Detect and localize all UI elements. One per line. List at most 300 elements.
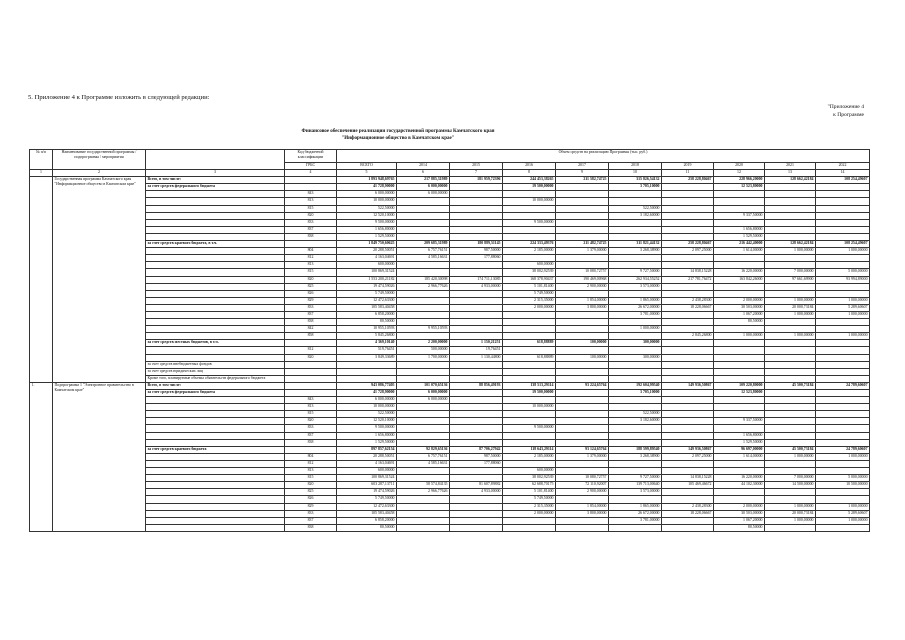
amount-cell: 16 220,00000 [714, 269, 765, 276]
amount-cell: 3 781,00000 [609, 517, 662, 524]
amount-cell: 10 000,00000 [337, 198, 397, 205]
amount-cell: 12 523,80000 [714, 184, 765, 191]
funding-source [146, 276, 285, 283]
subprogram-row [30, 411, 870, 418]
amount-cell [450, 524, 503, 531]
funding-source: за счет средств краевого бюджета [146, 446, 285, 453]
amount-cell [765, 319, 816, 326]
funding-source [146, 439, 285, 446]
amount-cell [765, 368, 816, 375]
subprogram-name: Подпрограмма 1 "Электронное правительство в Камчатском крае" [53, 382, 146, 531]
grbs-code [285, 382, 337, 389]
amount-cell [450, 432, 503, 439]
amount-cell [556, 432, 609, 439]
amount-cell [662, 418, 714, 425]
program-row [30, 297, 870, 304]
funding-source [146, 297, 285, 304]
amount-cell [816, 375, 870, 382]
amount-cell [662, 368, 714, 375]
amount-cell: 9 500,00000 [337, 425, 397, 432]
amount-cell [397, 496, 450, 503]
funding-source: за счет средств федерального бюджета [146, 390, 285, 397]
amount-cell: 1 130,44800 [450, 354, 503, 361]
amount-cell: 1 000,00000 [765, 333, 816, 340]
amount-cell: 4 585,16631 [397, 255, 450, 262]
amount-cell [450, 233, 503, 240]
amount-cell: 10 000,00000 [337, 404, 397, 411]
header-name: Наименование государственной программы / подпрограммы / мероприятия [53, 150, 146, 170]
subprogram-row [30, 382, 870, 389]
funding-source [146, 333, 285, 340]
amount-cell [816, 390, 870, 397]
amount-cell: 211 482,74725 [556, 241, 609, 248]
amount-cell: 105 469,46672 [662, 482, 714, 489]
program-row [30, 248, 870, 255]
amount-cell: 97 661,69900 [765, 276, 816, 283]
amount-cell [503, 212, 556, 219]
amount-cell: 149 936,50867 [662, 446, 714, 453]
grbs-code: 826 [285, 290, 337, 297]
subprogram-row [30, 453, 870, 460]
header-index-cell: 1 [30, 170, 53, 177]
amount-cell [765, 468, 816, 475]
amount-cell: 93 224,65764 [556, 382, 609, 389]
amount-cell [450, 205, 503, 212]
grbs-code [285, 446, 337, 453]
grbs-code [285, 390, 337, 397]
amount-cell [503, 233, 556, 240]
amount-cell [662, 517, 714, 524]
amount-cell: 311 821,44132 [609, 241, 662, 248]
amount-cell [397, 503, 450, 510]
amount-cell: 5 101,81400 [503, 283, 556, 290]
header-col-2016: 2016 [503, 163, 556, 170]
amount-cell [662, 340, 714, 347]
amount-cell [765, 184, 816, 191]
amount-cell: 209 685,31989 [397, 241, 450, 248]
amount-cell: 100 869,31524 [337, 475, 397, 482]
amount-cell [765, 226, 816, 233]
grbs-code: 820 [285, 418, 337, 425]
amount-cell [450, 219, 503, 226]
amount-cell: 44 102,30000 [714, 482, 765, 489]
amount-cell [556, 517, 609, 524]
funding-source [146, 510, 285, 517]
amount-cell [609, 191, 662, 198]
header-index-cell: 14 [816, 170, 870, 177]
amount-cell: 20 288,50051 [337, 453, 397, 460]
amount-cell [397, 226, 450, 233]
amount-cell: 5 101,81400 [503, 489, 556, 496]
amount-cell [450, 468, 503, 475]
grbs-code: 833 [285, 510, 337, 517]
amount-cell: 3 268,38900 [609, 453, 662, 460]
amount-cell: 10 000,00000 [503, 198, 556, 205]
funding-source [146, 453, 285, 460]
funding-source: за счет средств местных бюджетов, в т.ч. [146, 340, 285, 347]
amount-cell [662, 205, 714, 212]
amount-cell [450, 503, 503, 510]
amount-cell [765, 191, 816, 198]
program-row [30, 311, 870, 318]
amount-cell [450, 510, 503, 517]
funding-source [146, 212, 285, 219]
amount-cell: 5 289,60607 [816, 510, 870, 517]
amount-cell: 26 672,00000 [609, 304, 662, 311]
amount-cell [397, 411, 450, 418]
grbs-code [285, 368, 337, 375]
amount-cell: 30 503,00000 [714, 510, 765, 517]
program-row [30, 198, 870, 205]
amount-cell [609, 404, 662, 411]
amount-cell: 1 700,00000 [397, 354, 450, 361]
amount-cell [609, 361, 662, 368]
amount-cell [765, 439, 816, 446]
intro-text: 5. Приложение 4 к Программе изложить в следующей редакции: [28, 94, 210, 101]
amount-cell: 2 000,00000 [714, 297, 765, 304]
grbs-code: 813 [285, 198, 337, 205]
amount-cell [556, 219, 609, 226]
amount-cell: 80,50000 [714, 319, 765, 326]
amount-cell [609, 468, 662, 475]
funding-source [146, 482, 285, 489]
amount-cell [714, 361, 765, 368]
amount-cell [556, 496, 609, 503]
amount-cell [556, 439, 609, 446]
amount-cell [714, 290, 765, 297]
amount-cell [450, 390, 503, 397]
header-index-cell: 8 [503, 170, 556, 177]
header-index-cell: 11 [662, 170, 714, 177]
amount-cell [450, 326, 503, 333]
amount-cell [714, 368, 765, 375]
funding-source [146, 255, 285, 262]
amount-cell [397, 262, 450, 269]
amount-cell: 2 097,25000 [662, 453, 714, 460]
grbs-code: 833 [285, 304, 337, 311]
table-title-line-2: "Информационное общество в Камчатском крае" [341, 135, 455, 141]
amount-cell: 5 749,50000 [337, 496, 397, 503]
amount-cell: 2 438,28300 [662, 297, 714, 304]
grbs-code: 837 [285, 226, 337, 233]
subprogram-row [30, 496, 870, 503]
amount-cell: 3 573,00000 [609, 489, 662, 496]
funding-source [146, 219, 285, 226]
header-row-main [30, 150, 870, 163]
subprogram-row [30, 475, 870, 482]
subprogram-row [30, 468, 870, 475]
amount-cell: 519,76451 [337, 347, 397, 354]
amount-cell: 6 757,76151 [397, 453, 450, 460]
amount-cell: 1 379,00000 [556, 453, 609, 460]
amount-cell [662, 397, 714, 404]
amount-cell: 603 287,13711 [337, 482, 397, 489]
grbs-code [285, 241, 337, 248]
amount-cell [450, 212, 503, 219]
amount-cell: 1 000,00000 [816, 297, 870, 304]
subprogram-row [30, 524, 870, 531]
amount-cell [397, 439, 450, 446]
amount-cell: 1 854,00000 [556, 297, 609, 304]
amount-cell: 1 000,00000 [816, 311, 870, 318]
amount-cell [609, 496, 662, 503]
amount-cell: 12 520,10000 [337, 212, 397, 219]
amount-cell: 9 727,50000 [609, 269, 662, 276]
amount-cell [662, 184, 714, 191]
program-row [30, 255, 870, 262]
amount-cell: 4 933,00000 [450, 489, 503, 496]
amount-cell [503, 191, 556, 198]
amount-cell [450, 411, 503, 418]
amount-cell [556, 319, 609, 326]
amount-cell [503, 361, 556, 368]
amount-cell: 244 453,38265 [503, 177, 556, 184]
amount-cell: 20 000,73184 [765, 510, 816, 517]
amount-cell [556, 333, 609, 340]
amount-cell: 1 614,00000 [714, 453, 765, 460]
amount-cell [765, 212, 816, 219]
amount-cell: 9 500,00000 [503, 219, 556, 226]
funding-source [146, 347, 285, 354]
funding-source [146, 354, 285, 361]
amount-cell [662, 411, 714, 418]
amount-cell [450, 475, 503, 482]
amount-cell [765, 198, 816, 205]
subprogram-row [30, 397, 870, 404]
amount-cell: 38 002,92539 [503, 475, 556, 482]
program-row [30, 354, 870, 361]
header-index-cell: 4 [285, 170, 337, 177]
amount-cell [662, 226, 714, 233]
amount-cell [450, 269, 503, 276]
funding-source [146, 432, 285, 439]
amount-cell: 1 000,00000 [816, 517, 870, 524]
amount-cell [816, 468, 870, 475]
amount-cell: 9 337,50000 [714, 418, 765, 425]
amount-cell: 185 420,30098 [397, 276, 450, 283]
amount-cell: 109 220,80000 [714, 382, 765, 389]
amount-cell: 3 182,60000 [609, 418, 662, 425]
funding-source: за счет средств внебюджетных фондов [146, 361, 285, 368]
amount-cell: 522,50000 [337, 411, 397, 418]
amount-cell [662, 432, 714, 439]
amount-cell [556, 290, 609, 297]
amount-cell [397, 219, 450, 226]
amount-cell [714, 468, 765, 475]
amount-cell [714, 460, 765, 467]
amount-cell [765, 354, 816, 361]
amount-cell: 600,00000 [337, 262, 397, 269]
amount-cell [397, 361, 450, 368]
funding-source [146, 404, 285, 411]
amount-cell: 2 966,77626 [397, 489, 450, 496]
amount-cell [609, 198, 662, 205]
amount-cell: 12 472,63300 [337, 297, 397, 304]
amount-cell [503, 333, 556, 340]
amount-cell: 228 966,20000 [714, 177, 765, 184]
amount-cell [714, 489, 765, 496]
funding-source [146, 283, 285, 290]
grbs-code: 812 [285, 460, 337, 467]
amount-cell: 2 097,25000 [662, 248, 714, 255]
amount-cell [765, 460, 816, 467]
amount-cell: 1 529,50000 [337, 439, 397, 446]
amount-cell [662, 212, 714, 219]
amount-cell [662, 219, 714, 226]
amount-cell: 2 315,35000 [503, 297, 556, 304]
amount-cell: 6 000,00000 [337, 397, 397, 404]
amount-cell: 5 289,60607 [816, 304, 870, 311]
header-index-cell: 5 [337, 170, 397, 177]
amount-cell [714, 347, 765, 354]
amount-cell [450, 290, 503, 297]
amount-cell [765, 411, 816, 418]
amount-cell: 105 583,40458 [337, 304, 397, 311]
amount-cell: 80,50000 [714, 524, 765, 531]
amount-cell [816, 226, 870, 233]
amount-cell [450, 319, 503, 326]
amount-cell [816, 496, 870, 503]
grbs-code: 825 [285, 489, 337, 496]
amount-cell: 1 893 948,69765 [337, 177, 397, 184]
amount-cell [662, 489, 714, 496]
header-col-2017: 2017 [556, 163, 609, 170]
amount-cell [450, 517, 503, 524]
grbs-code: 815 [285, 475, 337, 482]
funding-source [146, 304, 285, 311]
amount-cell [450, 397, 503, 404]
grbs-code: 804 [285, 248, 337, 255]
header-index-cell: 7 [450, 170, 503, 177]
amount-cell [609, 524, 662, 531]
funding-source [146, 517, 285, 524]
grbs-code [285, 340, 337, 347]
amount-cell: 80,50000 [337, 319, 397, 326]
amount-cell: 18 228,06667 [662, 304, 714, 311]
funding-source [146, 475, 285, 482]
amount-cell: 181 959,72396 [450, 177, 503, 184]
amount-cell: 1 067,20000 [714, 517, 765, 524]
amount-cell: 1 656,80000 [714, 432, 765, 439]
amount-cell: 108 254,49607 [816, 177, 870, 184]
amount-cell [397, 510, 450, 517]
header-col-total: ВСЕГО [337, 163, 397, 170]
subprogram-row [30, 432, 870, 439]
program-row [30, 269, 870, 276]
amount-cell [714, 219, 765, 226]
amount-cell [816, 439, 870, 446]
subprogram-row [30, 460, 870, 467]
amount-cell: 1 000,00000 [765, 453, 816, 460]
amount-cell: 5 749,50000 [503, 290, 556, 297]
amount-cell: 897 857,62154 [337, 446, 397, 453]
amount-cell: 3 268,38900 [609, 248, 662, 255]
amount-cell [609, 368, 662, 375]
program-row [30, 347, 870, 354]
amount-cell [765, 496, 816, 503]
amount-cell [714, 496, 765, 503]
amount-cell: 6 000,00000 [337, 191, 397, 198]
amount-cell [714, 262, 765, 269]
amount-cell: 1 000,00000 [765, 248, 816, 255]
amount-cell: 100,00000 [556, 340, 609, 347]
grbs-code: 812 [285, 255, 337, 262]
subprogram-number: 1. [30, 382, 53, 531]
amount-cell: 2 000,00000 [503, 304, 556, 311]
grbs-code: 838 [285, 319, 337, 326]
amount-cell: 943 086,77405 [337, 382, 397, 389]
amount-cell [450, 368, 503, 375]
grbs-code: 838 [285, 233, 337, 240]
amount-cell [556, 460, 609, 467]
amount-cell [765, 205, 816, 212]
amount-cell [765, 425, 816, 432]
program-row [30, 219, 870, 226]
amount-cell [397, 468, 450, 475]
grbs-code: 825 [285, 283, 337, 290]
funding-source: Всего, в том числе: [146, 382, 285, 389]
header-num: № п/п [30, 150, 53, 170]
amount-cell [765, 255, 816, 262]
funding-source [146, 311, 285, 318]
amount-cell [816, 184, 870, 191]
amount-cell: 300,00000 [609, 354, 662, 361]
header-col-2018: 2018 [609, 163, 662, 170]
amount-cell: 4 933,00000 [450, 283, 503, 290]
amount-cell: 180 889,51145 [450, 241, 503, 248]
amount-cell [397, 319, 450, 326]
amount-cell: 9 727,50000 [609, 475, 662, 482]
amount-cell [765, 290, 816, 297]
amount-cell [450, 226, 503, 233]
subprogram-row [30, 390, 870, 397]
amount-cell [556, 390, 609, 397]
amount-cell: 12 472,63300 [337, 503, 397, 510]
grbs-code: 837 [285, 432, 337, 439]
program-row [30, 283, 870, 290]
amount-cell: 188 599,89540 [609, 446, 662, 453]
program-row [30, 212, 870, 219]
amount-cell [556, 404, 609, 411]
amount-cell: 1 000,00000 [816, 453, 870, 460]
amount-cell [714, 198, 765, 205]
amount-cell [765, 326, 816, 333]
amount-cell [765, 404, 816, 411]
grbs-code: 820 [285, 276, 337, 283]
amount-cell: 19 500,00000 [503, 390, 556, 397]
amount-cell [503, 311, 556, 318]
funding-source: Всего, в том числе: [146, 177, 285, 184]
grbs-code: 804 [285, 453, 337, 460]
amount-cell: 315 826,54132 [609, 177, 662, 184]
amount-cell [556, 262, 609, 269]
grbs-code: 813 [285, 468, 337, 475]
amount-cell [816, 524, 870, 531]
amount-cell: 1 379,00000 [556, 248, 609, 255]
grbs-code [285, 375, 337, 382]
funding-source [146, 233, 285, 240]
amount-cell: 80,50000 [337, 524, 397, 531]
amount-cell: 174 711,13085 [450, 276, 503, 283]
subprogram-row [30, 503, 870, 510]
amount-cell [337, 361, 397, 368]
amount-cell: 1 656,80000 [337, 226, 397, 233]
amount-cell [503, 319, 556, 326]
amount-cell: 300,00000 [609, 340, 662, 347]
grbs-code: 838 [285, 524, 337, 531]
amount-cell [609, 226, 662, 233]
amount-cell: 3 573,00000 [609, 283, 662, 290]
